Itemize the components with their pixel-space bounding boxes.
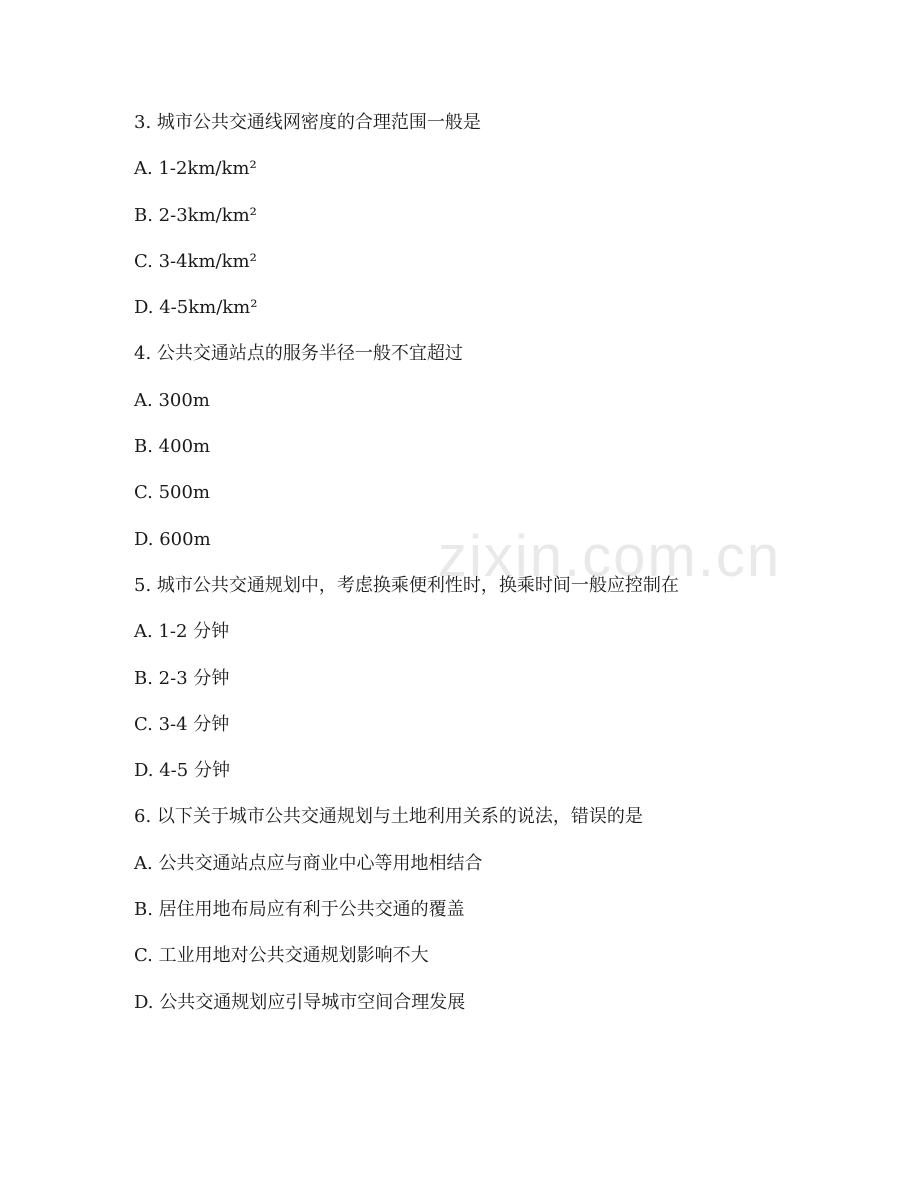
- option-b: B. 2-3km/km²: [134, 204, 257, 226]
- option-b: B. 2-3 分钟: [134, 667, 230, 689]
- option-d: D. 600m: [134, 528, 211, 550]
- option-c: C. 3-4 分钟: [134, 713, 230, 735]
- question-list: [134, 108, 679, 1034]
- option-a: A. 1-2 分钟: [134, 621, 230, 643]
- question-stem: 5. 城市公共交通规划中，考虑换乘便利性时，换乘时间一般应控制在: [134, 574, 679, 596]
- option-a: A. 300m: [134, 389, 210, 411]
- option-b: B. 居住用地布局应有利于公共交通的覆盖: [134, 899, 465, 921]
- option-a: A. 公共交通站点应与商业中心等用地相结合: [134, 852, 483, 874]
- question-stem: 4. 公共交通站点的服务半径一般不宜超过: [134, 343, 463, 365]
- option-d: D. 4-5 分钟: [134, 760, 230, 782]
- option-d: D. 公共交通规划应引导城市空间合理发展: [134, 991, 466, 1013]
- option-c: C. 工业用地对公共交通规划影响不大: [134, 945, 429, 967]
- question-stem: 6. 以下关于城市公共交通规划与土地利用关系的说法，错误的是: [134, 806, 643, 828]
- option-c: C. 3-4km/km²: [134, 250, 257, 272]
- option-b: B. 400m: [134, 436, 211, 458]
- question-stem: 3. 城市公共交通线网密度的合理范围一般是: [134, 112, 481, 133]
- watermark-text: zixin.com.cn: [438, 524, 782, 589]
- option-a: A. 1-2km/km²: [134, 158, 257, 180]
- option-d: D. 4-5km/km²: [134, 297, 258, 319]
- option-c: C. 500m: [134, 482, 210, 504]
